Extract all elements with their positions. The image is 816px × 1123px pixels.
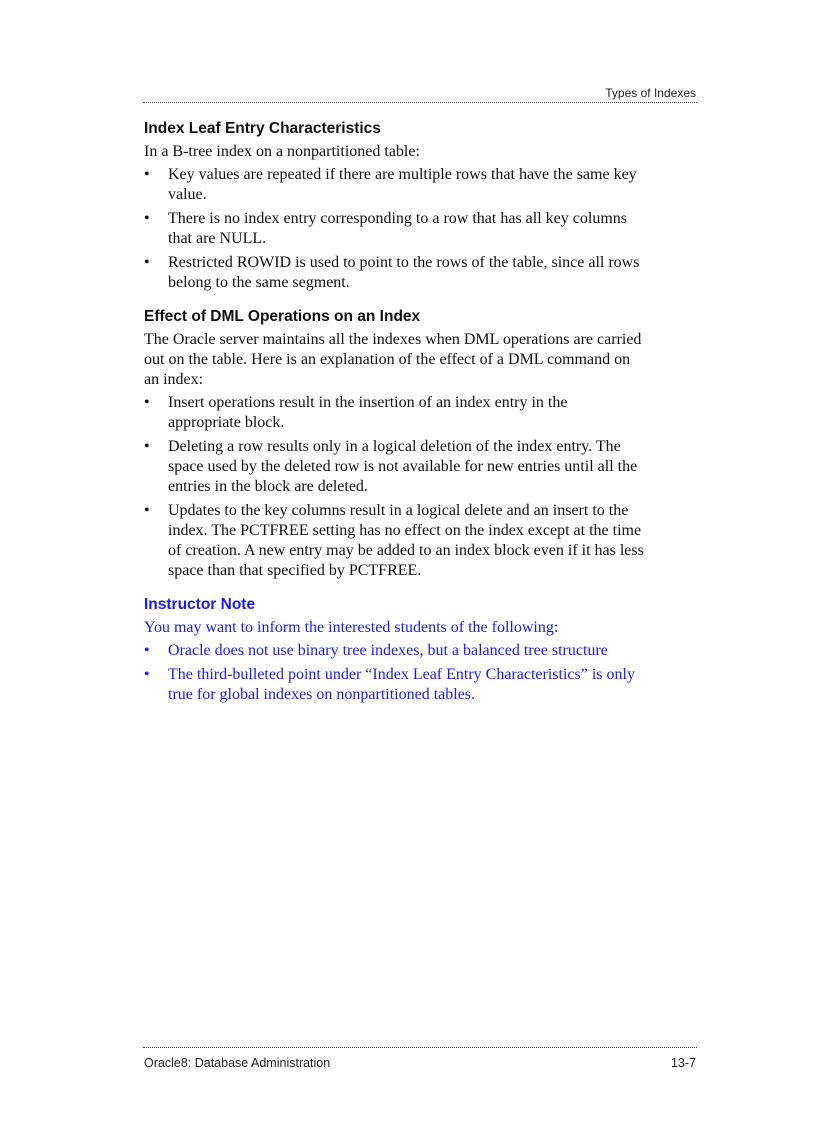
page-footer [143, 1047, 697, 1072]
list-item-text: Insert operations result in the insertion of an index entry in the appropriate block. [168, 394, 568, 431]
bullet-list [144, 165, 644, 293]
bullet-icon: • [144, 166, 150, 183]
note-heading: Instructor Note [144, 596, 256, 613]
bullet-icon: • [144, 502, 150, 519]
list-item [144, 641, 644, 661]
bullet-icon: • [144, 438, 150, 455]
list-item [144, 253, 644, 293]
bullet-icon: • [144, 254, 150, 271]
section-heading: Index Leaf Entry Characteristics [144, 120, 381, 137]
bullet-icon: • [144, 666, 150, 683]
list-item [144, 501, 644, 581]
instructor-note [144, 595, 644, 705]
section-index-leaf-entry [144, 119, 644, 293]
list-item-text: There is no index entry corresponding to a row that has all key columns that are NULL. [168, 210, 627, 247]
page-number: 13-7 [670, 1056, 696, 1070]
section-intro: In a B-tree index on a nonpartitioned table: [144, 143, 420, 160]
list-item-text: Oracle does not use binary tree indexes, but a balanced tree structure [168, 642, 608, 659]
list-item-text: Deleting a row results only in a logical deletion of the index entry. The space used by the deleted row is not available for new entries until all the entries in the block are deleted. [168, 438, 638, 495]
page-header [143, 85, 697, 103]
list-item [144, 437, 644, 497]
bullet-icon: • [144, 210, 150, 227]
bullet-icon: • [144, 642, 150, 659]
list-item [144, 665, 644, 705]
note-bullet-list [144, 641, 644, 705]
footer-book-title: Oracle8: Database Administration [144, 1056, 331, 1070]
section-intro: The Oracle server maintains all the indexes when DML operations are carried out on the table. Here is an explanation of the effect of a DML command on an index: [144, 331, 642, 388]
bullet-icon: • [144, 394, 150, 411]
page-content [144, 119, 644, 719]
section-heading: Effect of DML Operations on an Index [144, 308, 421, 325]
list-item [144, 209, 644, 249]
header-title: Types of Indexes [605, 86, 696, 100]
list-item-text: Restricted ROWID is used to point to the rows of the table, since all rows belong to the same segment. [168, 254, 640, 291]
section-dml-effect [144, 307, 644, 581]
list-item-text: The third-bulleted point under “Index Leaf Entry Characteristics” is only true for global indexes on nonpartitioned tables. [168, 666, 635, 703]
list-item [144, 393, 644, 433]
list-item [144, 165, 644, 205]
bullet-list [144, 393, 644, 581]
list-item-text: Key values are repeated if there are multiple rows that have the same key value. [168, 166, 637, 203]
list-item-text: Updates to the key columns result in a logical delete and an insert to the index. The PCTFREE setting has no effect on the index except at the time of creation. A new entry may be added to an index block even if it has less space than that specified by PCTFREE. [168, 502, 644, 579]
note-intro: You may want to inform the interested students of the following: [144, 619, 559, 636]
